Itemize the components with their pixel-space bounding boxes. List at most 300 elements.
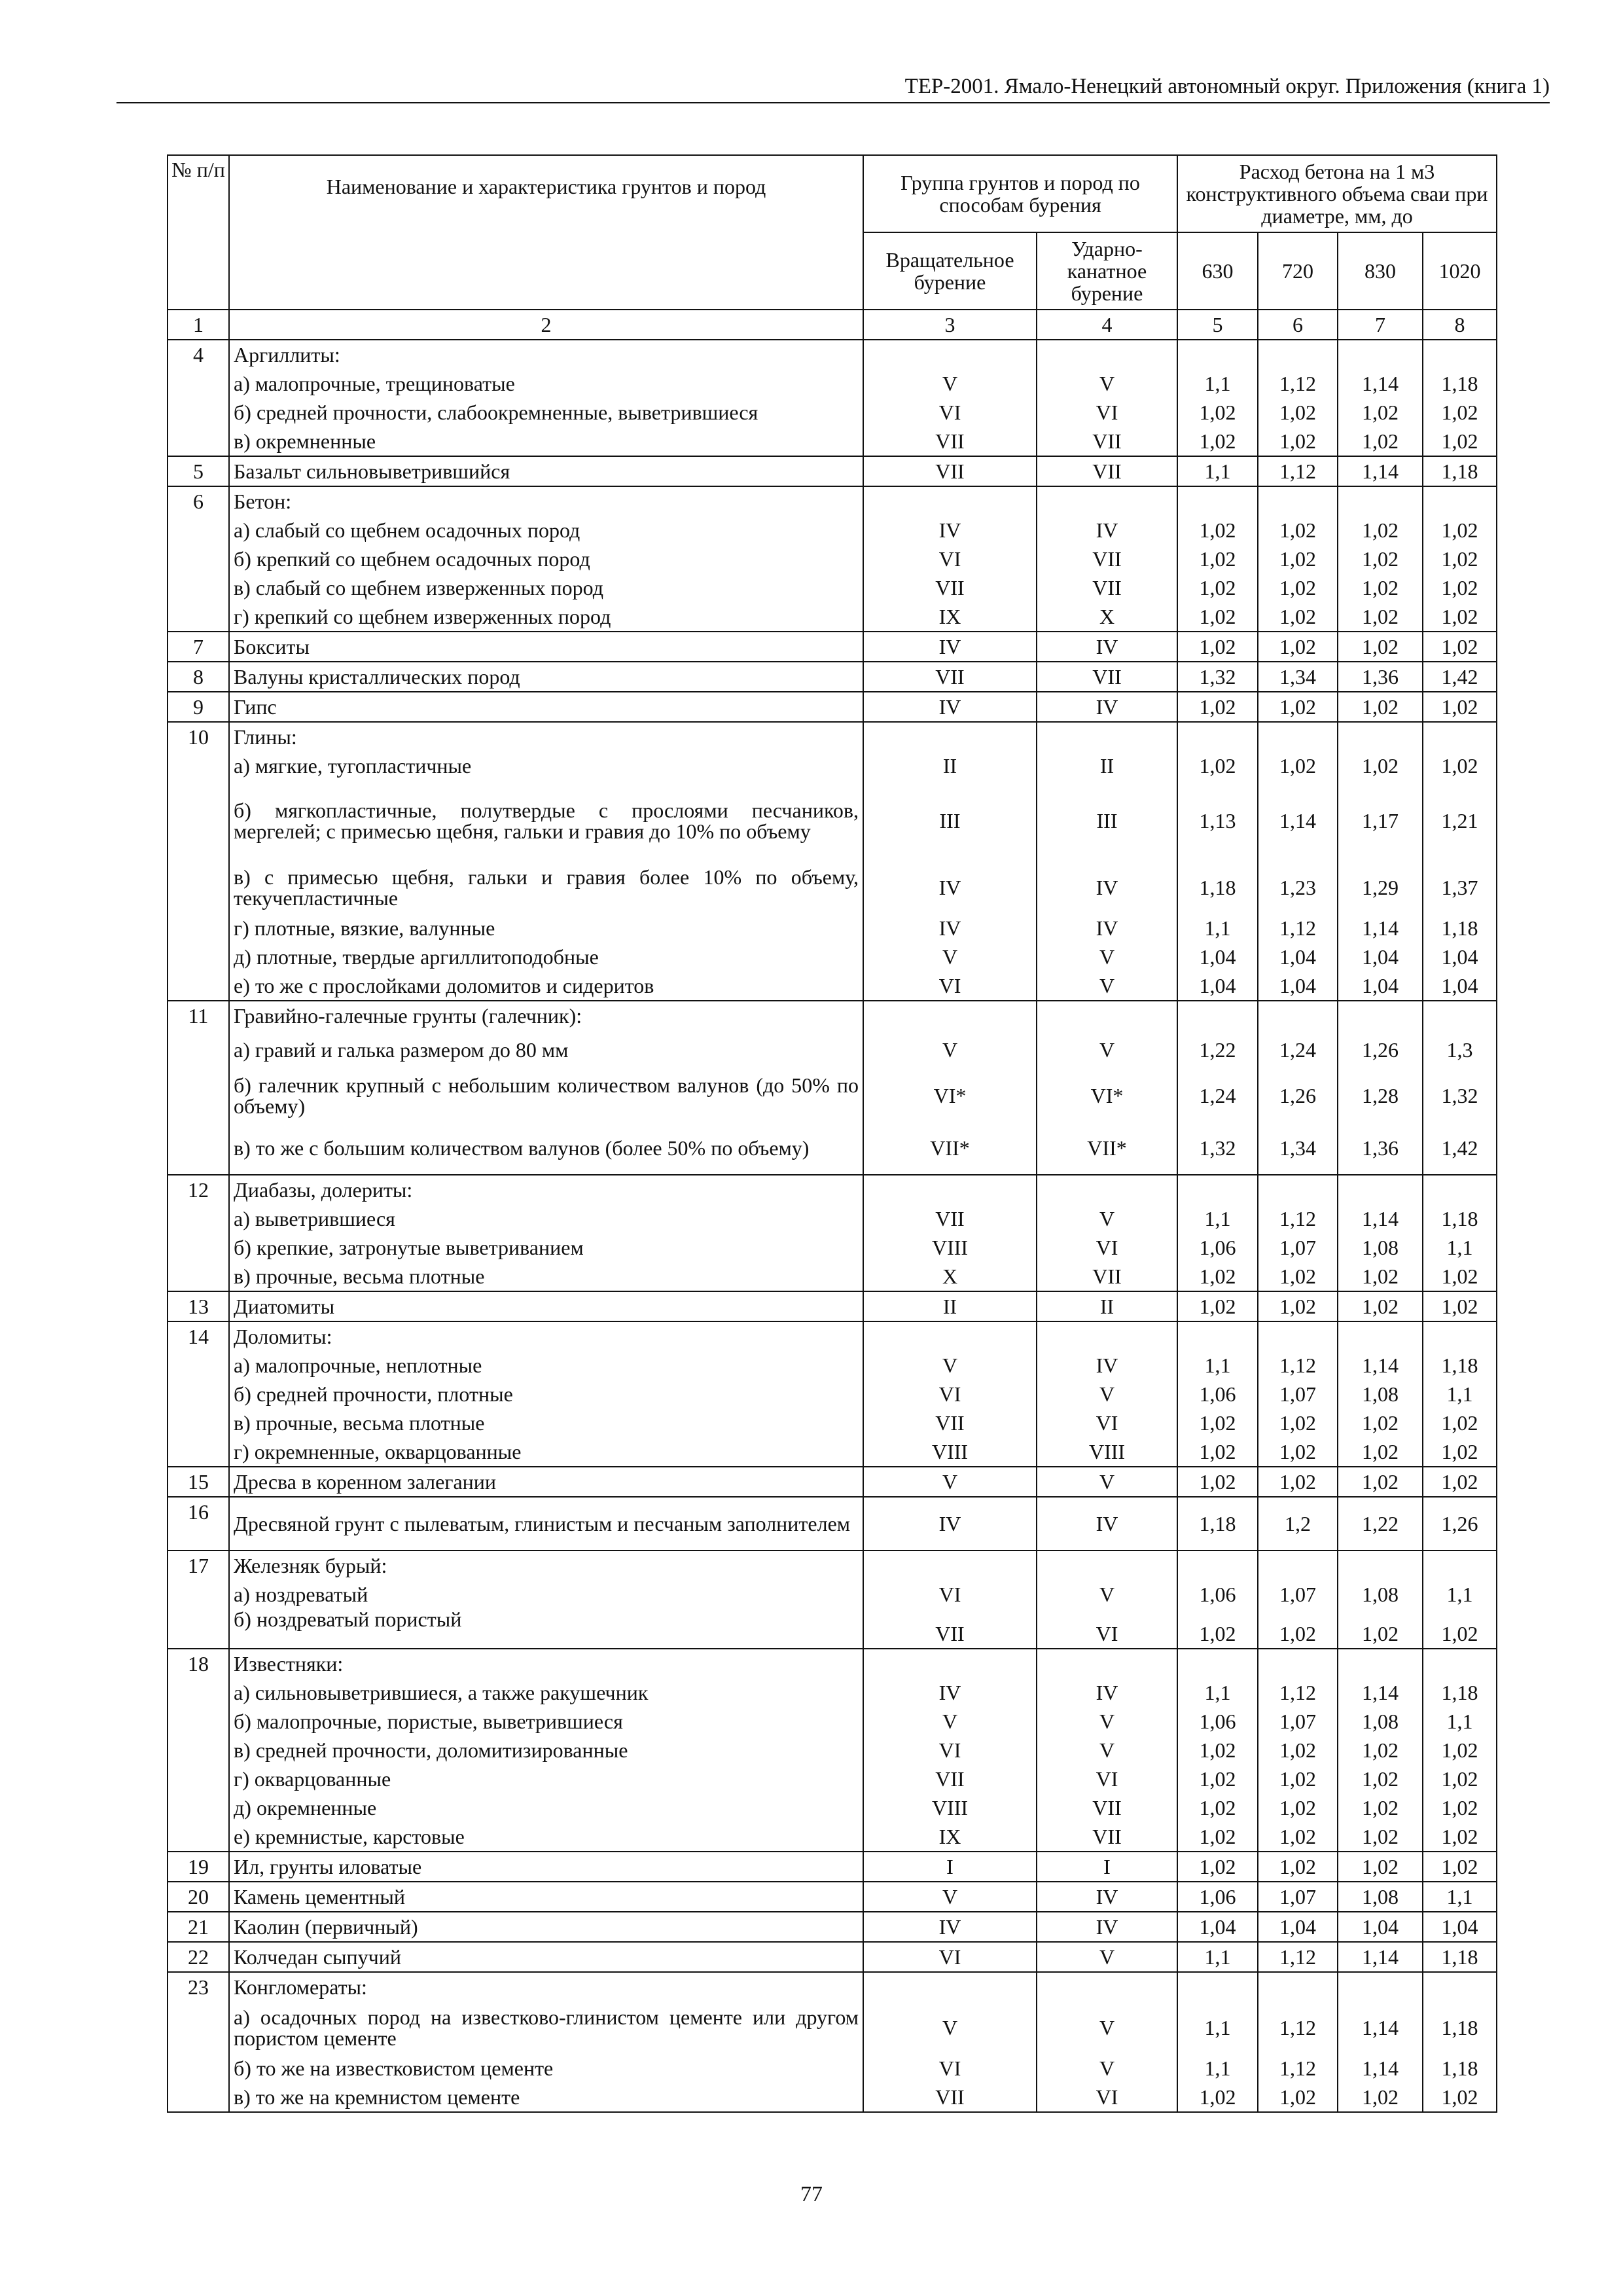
table-row xyxy=(168,1497,1497,1551)
group-rotary-cell xyxy=(863,1291,1037,1321)
concrete-630 xyxy=(1182,1551,1253,1580)
group-rotary: VI xyxy=(938,1382,961,1406)
concrete-630: 1,32 xyxy=(1199,1136,1236,1160)
concrete-1020: 1,02 xyxy=(1441,1411,1478,1435)
concrete-630: 1,02 xyxy=(1199,1295,1236,1318)
concrete-830: 1,02 xyxy=(1362,429,1399,453)
concrete-830 xyxy=(1342,1551,1418,1580)
concrete-630: 1,02 xyxy=(1199,635,1236,658)
soil-name: б) малопрочные, пористые, выветрившиеся xyxy=(234,1710,623,1733)
group-rotary: IV xyxy=(938,916,961,940)
group-rotary: VI xyxy=(938,1583,961,1606)
group-rotary: VII xyxy=(935,429,965,453)
concrete-720: 1,04 xyxy=(1279,945,1317,969)
group-percussion-cell xyxy=(1037,1551,1177,1649)
concrete-1020-cell xyxy=(1423,340,1497,456)
group-percussion: VI xyxy=(1096,1236,1118,1259)
concrete-720: 1,07 xyxy=(1279,1236,1317,1259)
concrete-830: 1,14 xyxy=(1362,1681,1399,1704)
concrete-1020: 1,02 xyxy=(1441,635,1478,658)
concrete-630-cell xyxy=(1177,1852,1258,1882)
group-rotary-cell xyxy=(863,1942,1037,1972)
concrete-720: 1,12 xyxy=(1279,372,1317,395)
concrete-830: 1,04 xyxy=(1362,1915,1399,1939)
group-percussion xyxy=(1041,340,1173,369)
concrete-720-cell xyxy=(1258,1175,1338,1291)
concrete-720: 1,02 xyxy=(1279,1622,1317,1645)
concrete-630-cell xyxy=(1177,662,1258,692)
group-rotary: VII xyxy=(935,665,965,689)
column-number: 7 xyxy=(1338,310,1423,340)
concrete-630 xyxy=(1182,1175,1253,1204)
concrete-1020: 1,1 xyxy=(1446,1382,1473,1406)
group-rotary: VI xyxy=(938,1738,961,1762)
concrete-630-cell xyxy=(1177,1321,1258,1467)
table-row xyxy=(168,1852,1497,1882)
header-percussion: Ударно-канатное бурение xyxy=(1037,232,1177,310)
concrete-630-cell xyxy=(1177,1175,1258,1291)
concrete-720: 1,02 xyxy=(1279,547,1317,571)
row-number: 13 xyxy=(168,1291,229,1321)
concrete-830-cell xyxy=(1338,1321,1423,1467)
soil-name-cell xyxy=(229,722,863,1001)
concrete-630 xyxy=(1182,340,1253,369)
column-number: 6 xyxy=(1258,310,1338,340)
group-rotary: V xyxy=(942,2016,958,2039)
concrete-630-cell xyxy=(1177,1912,1258,1942)
table-header xyxy=(168,155,1497,340)
concrete-630 xyxy=(1182,1973,1253,2001)
concrete-630: 1,02 xyxy=(1199,547,1236,571)
concrete-830-cell xyxy=(1338,1852,1423,1882)
concrete-720: 1,02 xyxy=(1279,401,1317,424)
concrete-830 xyxy=(1342,487,1418,516)
group-percussion: VI* xyxy=(1090,1084,1124,1107)
soil-name-cell xyxy=(229,456,863,486)
group-percussion: V xyxy=(1099,945,1115,969)
concrete-720: 1,02 xyxy=(1279,1295,1317,1318)
concrete-720-cell xyxy=(1258,722,1338,1001)
soil-name: Ил, грунты иловатые xyxy=(234,1855,422,1878)
soil-name: Диатомиты xyxy=(234,1295,335,1318)
row-number: 10 xyxy=(168,722,229,1001)
concrete-630: 1,1 xyxy=(1204,1207,1231,1230)
concrete-720: 1,12 xyxy=(1279,2016,1317,2039)
group-percussion xyxy=(1041,1973,1173,2001)
concrete-720: 1,02 xyxy=(1279,1738,1317,1762)
group-percussion: V xyxy=(1099,1583,1115,1606)
group-percussion: VII* xyxy=(1087,1136,1127,1160)
group-rotary-cell xyxy=(863,722,1037,1001)
group-percussion-cell xyxy=(1037,722,1177,1001)
group-rotary: VI* xyxy=(933,1084,967,1107)
group-percussion: II xyxy=(1099,754,1115,778)
soil-name: Гипс xyxy=(234,695,277,719)
concrete-830: 1,02 xyxy=(1362,1295,1399,1318)
group-rotary: II xyxy=(942,1295,957,1318)
concrete-630: 1,06 xyxy=(1199,1382,1236,1406)
concrete-720-cell xyxy=(1258,1852,1338,1882)
concrete-1020-cell xyxy=(1423,1001,1497,1175)
group-rotary: V xyxy=(942,1710,958,1733)
soil-name: а) малопрочные, трещиноватые xyxy=(234,372,515,395)
concrete-630: 1,02 xyxy=(1199,1265,1236,1288)
concrete-720-cell xyxy=(1258,1551,1338,1649)
concrete-830: 1,02 xyxy=(1362,1855,1399,1878)
concrete-1020-cell xyxy=(1423,1972,1497,2112)
group-percussion: IV xyxy=(1096,916,1118,940)
concrete-630: 1,1 xyxy=(1204,1354,1231,1377)
soil-name: б) средней прочности, слабоокремненные, выветрившиеся xyxy=(234,401,758,424)
concrete-830-cell xyxy=(1338,692,1423,722)
concrete-720 xyxy=(1262,1322,1333,1351)
concrete-720: 1,02 xyxy=(1279,1825,1317,1848)
group-rotary: V xyxy=(942,945,958,969)
concrete-630: 1,02 xyxy=(1199,576,1236,600)
table-row xyxy=(168,1175,1497,1291)
concrete-830 xyxy=(1342,723,1418,751)
table-row xyxy=(168,1321,1497,1467)
concrete-1020: 1,02 xyxy=(1441,547,1478,571)
concrete-630: 1,1 xyxy=(1204,2056,1231,2080)
concrete-830: 1,08 xyxy=(1362,1885,1399,1909)
group-percussion-cell xyxy=(1037,1912,1177,1942)
group-percussion-cell xyxy=(1037,1882,1177,1912)
concrete-1020: 1,3 xyxy=(1446,1038,1473,1062)
concrete-830-cell xyxy=(1338,662,1423,692)
soil-name: Камень цементный xyxy=(234,1885,405,1909)
column-number: 8 xyxy=(1423,310,1497,340)
concrete-1020-cell xyxy=(1423,692,1497,722)
concrete-630: 1,1 xyxy=(1204,372,1231,395)
concrete-630: 1,02 xyxy=(1199,695,1236,719)
concrete-1020: 1,18 xyxy=(1441,916,1478,940)
concrete-1020-cell xyxy=(1423,1551,1497,1649)
concrete-1020: 1,02 xyxy=(1441,401,1478,424)
group-percussion xyxy=(1041,487,1173,516)
soil-name: в) слабый со щебнем изверженных пород xyxy=(234,576,603,600)
group-rotary: IV xyxy=(938,1681,961,1704)
concrete-1020: 1,02 xyxy=(1441,1825,1478,1848)
row-number: 4 xyxy=(168,340,229,456)
group-percussion-cell xyxy=(1037,692,1177,722)
column-number: 2 xyxy=(229,310,863,340)
soil-name-cell xyxy=(229,1882,863,1912)
concrete-1020: 1,1 xyxy=(1446,1710,1473,1733)
concrete-720: 1,02 xyxy=(1279,635,1317,658)
concrete-830-cell xyxy=(1338,1497,1423,1551)
table-row xyxy=(168,1912,1497,1942)
concrete-830: 1,17 xyxy=(1362,809,1399,833)
concrete-1020: 1,37 xyxy=(1441,876,1478,899)
concrete-720 xyxy=(1262,723,1333,751)
concrete-830: 1,02 xyxy=(1362,754,1399,778)
concrete-830: 1,02 xyxy=(1362,518,1399,542)
concrete-1020-cell xyxy=(1423,662,1497,692)
header-d630: 630 xyxy=(1177,232,1258,310)
concrete-1020: 1,1 xyxy=(1446,1236,1473,1259)
concrete-720 xyxy=(1262,340,1333,369)
group-rotary: IV xyxy=(938,1915,961,1939)
concrete-720: 1,02 xyxy=(1279,1470,1317,1494)
concrete-630: 1,13 xyxy=(1199,809,1236,833)
concrete-1020: 1,18 xyxy=(1441,459,1478,483)
group-percussion: VI xyxy=(1096,1767,1118,1791)
group-percussion xyxy=(1041,1322,1173,1351)
concrete-720: 1,02 xyxy=(1279,1411,1317,1435)
concrete-830: 1,02 xyxy=(1362,1440,1399,1463)
group-percussion-cell xyxy=(1037,1852,1177,1882)
concrete-630: 1,22 xyxy=(1199,1038,1236,1062)
header-d830: 830 xyxy=(1338,232,1423,310)
header-name: Наименование и характеристика грунтов и пород xyxy=(229,155,863,310)
soil-name: в) то же с большим количеством валунов (более 50% по объему) xyxy=(234,1136,810,1160)
concrete-720: 1,02 xyxy=(1279,1855,1317,1878)
concrete-830-cell xyxy=(1338,1551,1423,1649)
concrete-830-cell xyxy=(1338,456,1423,486)
concrete-1020-cell xyxy=(1423,632,1497,662)
group-percussion: VI xyxy=(1096,401,1118,424)
row-number: 18 xyxy=(168,1649,229,1852)
group-rotary: V xyxy=(942,1354,958,1377)
group-rotary-cell xyxy=(863,1912,1037,1942)
concrete-1020: 1,02 xyxy=(1441,2085,1478,2109)
concrete-630-cell xyxy=(1177,1467,1258,1497)
soil-name: б) то же на известковистом цементе xyxy=(234,2056,554,2080)
concrete-720: 1,34 xyxy=(1279,665,1317,689)
soil-name: в) то же на кремнистом цементе xyxy=(234,2085,520,2109)
soil-name: а) мягкие, тугопластичные xyxy=(234,754,472,778)
header-group: Группа грунтов и пород по способам бурения xyxy=(863,155,1177,232)
group-percussion: VII xyxy=(1092,576,1122,600)
group-rotary: V xyxy=(942,372,958,395)
table-row xyxy=(168,1972,1497,2112)
row-number: 9 xyxy=(168,692,229,722)
group-percussion: IV xyxy=(1096,1915,1118,1939)
concrete-1020: 1,02 xyxy=(1441,605,1478,628)
concrete-630-cell xyxy=(1177,692,1258,722)
soil-concrete-table-container xyxy=(167,154,1488,2113)
group-percussion: IV xyxy=(1096,1512,1118,1535)
concrete-630 xyxy=(1182,487,1253,516)
group-percussion: VII xyxy=(1092,665,1122,689)
concrete-630: 1,04 xyxy=(1199,1915,1236,1939)
concrete-720: 1,02 xyxy=(1279,518,1317,542)
concrete-830: 1,14 xyxy=(1362,1207,1399,1230)
soil-name: д) окремненные xyxy=(234,1796,377,1820)
concrete-630: 1,02 xyxy=(1199,605,1236,628)
row-number: 5 xyxy=(168,456,229,486)
group-rotary: VII xyxy=(935,459,965,483)
table-row xyxy=(168,1551,1497,1649)
group-rotary-cell xyxy=(863,1649,1037,1852)
concrete-720: 1,2 xyxy=(1285,1512,1311,1535)
group-percussion-cell xyxy=(1037,1467,1177,1497)
page-number: 77 xyxy=(800,2182,823,2206)
soil-name-cell xyxy=(229,1852,863,1882)
concrete-830-cell xyxy=(1338,632,1423,662)
concrete-630-cell xyxy=(1177,722,1258,1001)
concrete-720: 1,02 xyxy=(1279,429,1317,453)
concrete-830: 1,04 xyxy=(1362,974,1399,997)
table-row xyxy=(168,1467,1497,1497)
concrete-830: 1,08 xyxy=(1362,1583,1399,1606)
concrete-630: 1,02 xyxy=(1199,1855,1236,1878)
group-rotary: VIII xyxy=(931,1796,969,1820)
group-percussion: VI xyxy=(1096,1411,1118,1435)
concrete-720: 1,02 xyxy=(1279,576,1317,600)
group-rotary: VIII xyxy=(931,1236,969,1259)
concrete-1020: 1,02 xyxy=(1441,1796,1478,1820)
group-rotary: VII xyxy=(935,576,965,600)
concrete-630: 1,02 xyxy=(1199,1825,1236,1848)
group-percussion: VI xyxy=(1096,2085,1118,2109)
concrete-1020-cell xyxy=(1423,1912,1497,1942)
concrete-630 xyxy=(1182,1649,1253,1678)
concrete-1020: 1,04 xyxy=(1441,974,1478,997)
concrete-630: 1,02 xyxy=(1199,1440,1236,1463)
group-rotary-cell xyxy=(863,486,1037,632)
table-body xyxy=(168,340,1497,2112)
group-rotary: IV xyxy=(938,1512,961,1535)
group-percussion: VII xyxy=(1092,1265,1122,1288)
group-percussion: IV xyxy=(1096,1354,1118,1377)
concrete-720: 1,14 xyxy=(1279,809,1317,833)
soil-name: б) средней прочности, плотные xyxy=(234,1382,513,1406)
concrete-1020-cell xyxy=(1423,1882,1497,1912)
soil-name: Каолин (первичный) xyxy=(234,1915,418,1939)
soil-name: Бетон: xyxy=(234,490,292,513)
concrete-830: 1,08 xyxy=(1362,1382,1399,1406)
soil-name: г) крепкий со щебнем изверженных пород xyxy=(234,605,611,628)
concrete-720: 1,02 xyxy=(1279,2085,1317,2109)
concrete-1020: 1,32 xyxy=(1441,1084,1478,1107)
soil-name: Дресвяной грунт с пылеватым, глинистым и песчаным заполнителем xyxy=(234,1512,851,1535)
concrete-720: 1,12 xyxy=(1279,459,1317,483)
group-rotary: IV xyxy=(938,518,961,542)
group-rotary: VII xyxy=(935,2085,965,2109)
group-rotary-cell xyxy=(863,1972,1037,2112)
concrete-630: 1,06 xyxy=(1199,1236,1236,1259)
group-percussion xyxy=(1041,1175,1173,1204)
concrete-1020: 1,02 xyxy=(1441,1440,1478,1463)
soil-name-cell xyxy=(229,692,863,722)
group-rotary-cell xyxy=(863,456,1037,486)
header-d1020: 1020 xyxy=(1423,232,1497,310)
group-rotary: IX xyxy=(938,605,961,628)
concrete-630: 1,1 xyxy=(1204,459,1231,483)
soil-name: а) выветрившиеся xyxy=(234,1207,395,1230)
concrete-1020: 1,02 xyxy=(1441,429,1478,453)
group-rotary: VII xyxy=(935,1767,965,1791)
group-percussion-cell xyxy=(1037,1497,1177,1551)
concrete-830: 1,02 xyxy=(1362,1470,1399,1494)
table-row xyxy=(168,340,1497,456)
concrete-630-cell xyxy=(1177,1551,1258,1649)
concrete-1020-cell xyxy=(1423,1942,1497,1972)
concrete-630-cell xyxy=(1177,1882,1258,1912)
concrete-830: 1,14 xyxy=(1362,1945,1399,1969)
concrete-1020: 1,02 xyxy=(1441,576,1478,600)
concrete-830: 1,29 xyxy=(1362,876,1399,899)
group-rotary-cell xyxy=(863,632,1037,662)
group-percussion-cell xyxy=(1037,1972,1177,2112)
group-percussion: VI xyxy=(1096,1622,1118,1645)
concrete-630: 1,06 xyxy=(1199,1583,1236,1606)
group-percussion: V xyxy=(1099,1038,1115,1062)
concrete-630: 1,1 xyxy=(1204,1681,1231,1704)
group-percussion: V xyxy=(1099,2056,1115,2080)
concrete-1020 xyxy=(1427,1175,1492,1204)
concrete-830-cell xyxy=(1338,340,1423,456)
concrete-830: 1,08 xyxy=(1362,1236,1399,1259)
group-rotary xyxy=(868,1322,1032,1351)
concrete-720-cell xyxy=(1258,1001,1338,1175)
soil-name: б) крепкий со щебнем осадочных пород xyxy=(234,547,590,571)
group-percussion-cell xyxy=(1037,662,1177,692)
concrete-720: 1,12 xyxy=(1279,1945,1317,1969)
concrete-830: 1,02 xyxy=(1362,605,1399,628)
concrete-1020-cell xyxy=(1423,722,1497,1001)
concrete-720: 1,02 xyxy=(1279,1440,1317,1463)
concrete-830: 1,02 xyxy=(1362,1622,1399,1645)
group-rotary: VI xyxy=(938,1945,961,1969)
concrete-830-cell xyxy=(1338,1291,1423,1321)
group-percussion xyxy=(1041,1649,1173,1678)
concrete-720-cell xyxy=(1258,1321,1338,1467)
concrete-1020 xyxy=(1427,1973,1492,2001)
concrete-720-cell xyxy=(1258,340,1338,456)
row-number: 20 xyxy=(168,1882,229,1912)
group-rotary-cell xyxy=(863,1467,1037,1497)
row-number: 14 xyxy=(168,1321,229,1467)
row-number: 21 xyxy=(168,1912,229,1942)
soil-name: Конгломераты: xyxy=(234,1975,367,1999)
group-percussion: I xyxy=(1103,1855,1111,1878)
concrete-1020-cell xyxy=(1423,1649,1497,1852)
group-percussion: IV xyxy=(1096,518,1118,542)
concrete-720: 1,12 xyxy=(1279,1207,1317,1230)
group-percussion: IV xyxy=(1096,1885,1118,1909)
group-percussion xyxy=(1041,723,1173,751)
table-row xyxy=(168,662,1497,692)
row-number: 16 xyxy=(168,1497,229,1551)
concrete-1020: 1,1 xyxy=(1446,1885,1473,1909)
concrete-1020 xyxy=(1427,1322,1492,1351)
row-number: 15 xyxy=(168,1467,229,1497)
group-rotary: VI xyxy=(938,401,961,424)
table-row xyxy=(168,1942,1497,1972)
soil-name: а) гравий и галька размером до 80 мм xyxy=(234,1038,569,1062)
concrete-830: 1,02 xyxy=(1362,1738,1399,1762)
concrete-720-cell xyxy=(1258,1497,1338,1551)
soil-concrete-table xyxy=(167,154,1497,2113)
group-percussion: V xyxy=(1099,1710,1115,1733)
group-rotary: V xyxy=(942,1885,958,1909)
soil-name: г) окремненные, окварцованные xyxy=(234,1440,522,1463)
concrete-830-cell xyxy=(1338,1175,1423,1291)
concrete-720-cell xyxy=(1258,1467,1338,1497)
concrete-1020: 1,18 xyxy=(1441,1945,1478,1969)
row-number: 17 xyxy=(168,1551,229,1649)
soil-name: в) средней прочности, доломитизированные xyxy=(234,1738,628,1762)
group-rotary xyxy=(868,487,1032,516)
concrete-720-cell xyxy=(1258,1972,1338,2112)
running-header: ТЕР-2001. Ямало-Ненецкий автономный округ. Приложения (книга 1) xyxy=(116,73,1550,103)
group-percussion-cell xyxy=(1037,1649,1177,1852)
group-rotary: V xyxy=(942,1470,958,1494)
concrete-830: 1,04 xyxy=(1362,945,1399,969)
